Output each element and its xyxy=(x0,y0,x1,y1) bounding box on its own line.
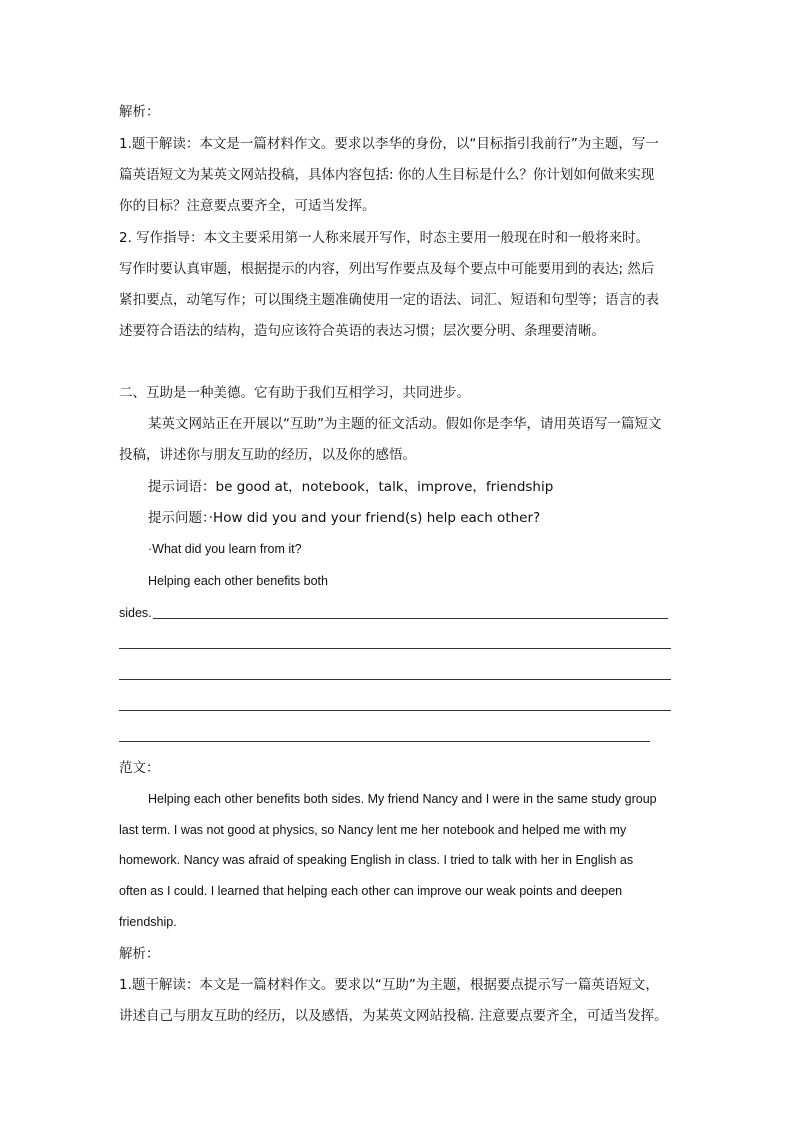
model-essay-line: often as I could. I learned that helping each other can improve our weak points and deepen xyxy=(119,884,623,898)
analysis-text-line: 1.题干解读：本文是一篇材料作文。要求以李华的身份，以“目标指引我前行”为主题，写一 xyxy=(119,136,659,152)
opening-sentence-end: sides. xyxy=(119,606,152,620)
answer-line xyxy=(153,618,668,619)
analysis-text-line: 篇英语短文为某英文网站投稿，具体内容包括: 你的人生目标是什么？你计划如何做来实现 xyxy=(119,167,655,183)
answer-line xyxy=(119,710,671,711)
model-essay-label: 范文： xyxy=(119,760,160,776)
analysis-label: 解析： xyxy=(119,946,160,962)
answer-line xyxy=(119,679,671,680)
analysis-label: 解析： xyxy=(119,104,160,120)
writing-guide-line: 述要符合语法的结构，造句应该符合英语的表达习惯；层次要分明、条理要清晰。 xyxy=(119,323,605,339)
hint-questions: 提示问题：·How did you and your friend(s) help each other? xyxy=(148,510,541,526)
answer-line xyxy=(119,648,671,649)
writing-guide-line: 2. 写作指导：本文主要采用第一人称来展开写作，时态主要用一般现在时和一般将来时。 xyxy=(119,230,650,246)
analysis-text-line: 你的目标？注意要点要齐全，可适当发挥。 xyxy=(119,198,376,214)
model-essay-line: last term. I was not good at physics, so Nancy lent me her notebook and helped me with my xyxy=(119,823,627,837)
writing-guide-line: 写作时要认真审题，根据提示的内容，列出写作要点及每个要点中可能要用到的表达; 然后 xyxy=(119,261,655,277)
hint-question-2: ·What did you learn from it? xyxy=(148,542,302,556)
question-heading: 二、互助是一种美德。它有助于我们互相学习，共同进步。 xyxy=(119,385,470,401)
prompt-line: 投稿，讲述你与朋友互助的经历，以及你的感悟。 xyxy=(119,447,416,463)
writing-guide-line: 紧扣要点，动笔写作；可以围绕主题准确使用一定的语法、词汇、短语和句型等；语言的表 xyxy=(119,292,659,308)
hint-words: 提示词语：be good at，notebook，talk，improve，friendship xyxy=(148,479,554,495)
model-essay-line: Helping each other benefits both sides. My friend Nancy and I were in the same study group xyxy=(148,792,657,806)
analysis-text-line: 讲述自己与朋友互助的经历，以及感悟，为某英文网站投稿. 注意要点要齐全，可适当发挥。 xyxy=(119,1008,668,1024)
prompt-line: 某英文网站正在开展以“互助”为主题的征文活动。假如你是李华，请用英语写一篇短文 xyxy=(148,416,662,432)
answer-line xyxy=(119,741,650,742)
opening-sentence: Helping each other benefits both xyxy=(148,574,328,588)
analysis-text-line: 1.题干解读：本文是一篇材料作文。要求以“互助”为主题，根据要点提示写一篇英语短文， xyxy=(119,977,659,993)
model-essay-line: friendship. xyxy=(119,915,177,929)
model-essay-line: homework. Nancy was afraid of speaking English in class. I tried to talk with her in English as xyxy=(119,853,634,867)
